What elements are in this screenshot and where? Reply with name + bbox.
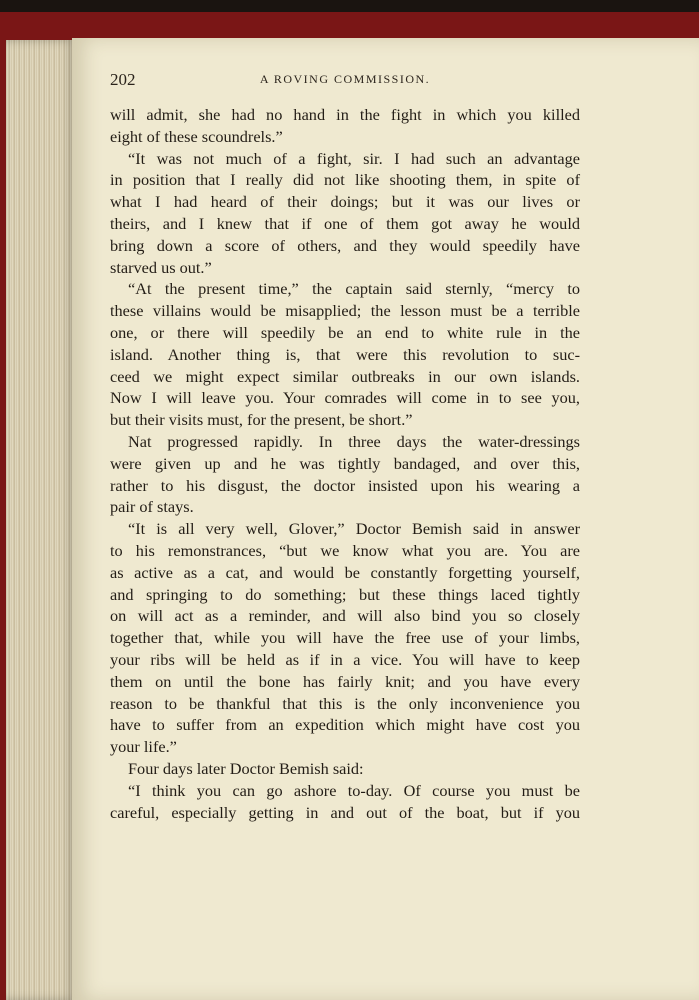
running-title: A ROVING COMMISSION. [259,72,431,86]
text-line: them on until the bone has fairly knit; and you have every [110,671,580,691]
text-line: one, or there will speedily be an end to white rule in the [110,322,580,342]
text-line: theirs, and I knew that if one of them got away he would [110,213,580,233]
text-line: these villains would be misapplied; the lesson must be a terrible [110,301,580,321]
text-line: will admit, she had no hand in the fight in which you killed [110,105,580,124]
text-line: rather to his disgust, the doctor insisted upon his wearing a [110,475,580,495]
text-line: “It was not much of a fight, sir. I had such an advantage [128,148,580,168]
text-line: “I think you can go ashore to-day. Of course you must be [128,780,580,800]
text-line: on will act as a reminder, and will also bind you so closely [110,606,580,626]
text-line: what I had heard of their doings; but it was our lives or [110,192,580,212]
text-line: starved us out.” [110,257,212,277]
page-edges [6,40,76,1000]
text-line: reason to be thankful that this is the only inconvenience you [110,693,580,713]
text-line: and springing to do something; but these things laced tightly [110,584,580,604]
text-line: careful, especially getting in and out of the boat, but if you [110,802,580,822]
text-line: pair of stays. [110,497,194,517]
text-line: ceed we might expect similar outbreaks in our own islands. [110,366,580,386]
text-line: have to suffer from an expedition which might have cost you [110,715,580,735]
text-line: “It is all very well, Glover,” Doctor Bemish said in answer [128,519,580,539]
text-line: your life.” [110,737,177,757]
text-line: eight of these scoundrels.” [110,126,283,146]
text-line: bring down a score of others, and they would speedily have [110,235,580,255]
text-line: as active as a cat, and would be constantly forgetting yourself, [110,562,580,582]
text-line: in position that I really did not like shooting them, in spite of [110,170,580,190]
text-line: but their visits must, for the present, be short.” [110,410,413,430]
text-line: were given up and he was tightly bandaged, and over this, [110,453,580,473]
text-line: your ribs will be held as if in a vice. You will have to keep [110,649,580,669]
body-text [110,104,580,823]
text-line: Now I will leave you. Your comrades will come in to see you, [110,388,580,408]
text-line: Four days later Doctor Bemish said: [128,758,364,778]
text-line: to his remonstrances, “but we know what you are. You are [110,540,580,560]
text-line: “At the present time,” the captain said sternly, “mercy to [128,279,580,299]
text-line: island. Another thing is, that were this revolution to suc- [110,344,580,364]
text-line: together that, while you will have the free use of your limbs, [110,628,580,648]
page-number: 202 [110,70,136,89]
text-line: Nat progressed rapidly. In three days the water-dressings [128,431,580,451]
